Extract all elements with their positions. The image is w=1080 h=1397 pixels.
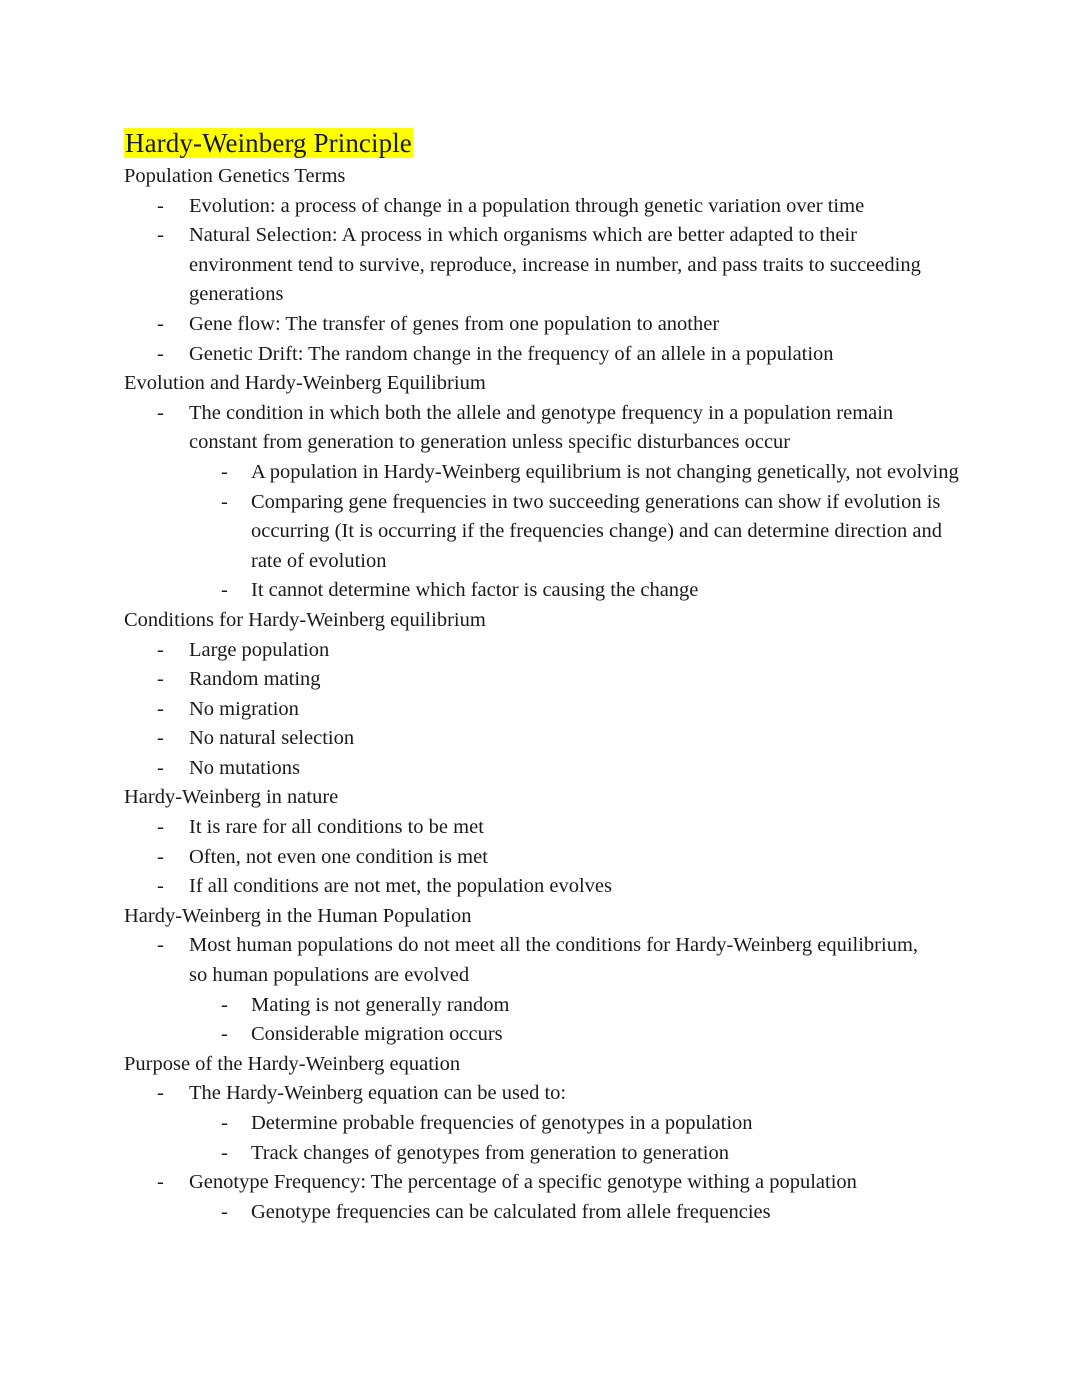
outline-body [124, 162, 970, 1227]
outline-bullet-label: Evolution: a process of change in a population through genetic variation over time [189, 194, 865, 217]
outline-bullet [124, 724, 970, 754]
bullet-dash-icon: - [157, 342, 164, 365]
bullet-dash-icon: - [221, 1023, 228, 1046]
outline-bullet [124, 192, 970, 222]
outline-bullet [124, 399, 970, 458]
outline-bullet-label: Most human populations do not meet all the conditions for Hardy-Weinberg equilibrium, so human populations are evolved [189, 934, 919, 987]
bullet-dash-icon: - [221, 1141, 228, 1164]
outline-bullet-label: Random mating [189, 668, 321, 691]
bullet-dash-icon: - [157, 638, 164, 661]
outline-bullet-label: The condition in which both the allele and genotype frequency in a population remain constant from generation to generation unless specific disturbances occur [189, 401, 894, 454]
outline-bullet-label: No migration [189, 697, 299, 720]
outline-bullet-label: It is rare for all conditions to be met [189, 816, 484, 839]
outline-bullet [124, 813, 970, 843]
outline-heading [124, 902, 970, 932]
outline-heading-label: Population Genetics Terms [124, 165, 346, 187]
outline-bullet [124, 665, 970, 695]
outline-heading-label: Evolution and Hardy-Weinberg Equilibrium [124, 372, 486, 395]
outline-heading-label: Hardy-Weinberg in the Human Population [124, 904, 472, 927]
outline-bullet-label: No natural selection [189, 727, 355, 750]
outline-bullet-label: Mating is not generally random [251, 993, 510, 1016]
bullet-dash-icon: - [221, 579, 228, 602]
bullet-dash-icon: - [157, 668, 164, 691]
outline-bullet [124, 991, 970, 1021]
outline-bullet [124, 872, 970, 902]
outline-bullet-label: Track changes of genotypes from generation to generation [251, 1141, 729, 1164]
outline-bullet [124, 843, 970, 873]
bullet-dash-icon: - [221, 490, 228, 513]
bullet-dash-icon: - [221, 993, 228, 1016]
outline-bullet [124, 1139, 970, 1169]
bullet-dash-icon: - [157, 875, 164, 898]
outline-bullet [124, 221, 970, 310]
outline-bullet-label: Determine probable frequencies of genotypes in a population [251, 1112, 753, 1134]
outline-bullet [124, 340, 970, 370]
bullet-dash-icon: - [157, 845, 164, 868]
outline-bullet [124, 310, 970, 340]
outline-bullet-label: Genotype Frequency: The percentage of a specific genotype withing a population [189, 1171, 857, 1194]
outline-bullet-label: No mutations [189, 756, 301, 779]
outline-bullet-label: Gene flow: The transfer of genes from one population to another [189, 312, 720, 335]
outline-heading [124, 369, 970, 399]
bullet-dash-icon: - [221, 1200, 228, 1223]
outline-bullet [124, 754, 970, 784]
outline-heading [124, 1050, 970, 1080]
outline-heading-label: Hardy-Weinberg in nature [124, 786, 339, 809]
outline-bullet [124, 1020, 970, 1050]
outline-bullet-label: Often, not even one condition is met [189, 845, 488, 868]
page-title [124, 126, 970, 160]
bullet-dash-icon: - [157, 1171, 164, 1194]
outline-bullet [124, 695, 970, 725]
outline-bullet-label: It cannot determine which factor is causing the change [251, 579, 699, 602]
outline-bullet [124, 458, 970, 488]
outline-bullet [124, 636, 970, 666]
outline-bullet-label: If all conditions are not met, the population evolves [189, 875, 612, 898]
outline-bullet [124, 1198, 970, 1228]
outline-bullet-label: A population in Hardy-Weinberg equilibrium is not changing genetically, not evolving [251, 460, 959, 483]
bullet-dash-icon: - [157, 1082, 164, 1105]
bullet-dash-icon: - [157, 224, 164, 247]
outline-bullet [124, 488, 970, 577]
bullet-dash-icon: - [157, 312, 164, 335]
outline-bullet [124, 1168, 970, 1198]
outline-bullet-label: Considerable migration occurs [251, 1023, 503, 1046]
outline-bullet-label: Genotype frequencies can be calculated from allele frequencies [251, 1200, 771, 1223]
outline-heading [124, 606, 970, 636]
bullet-dash-icon: - [157, 401, 164, 424]
outline-heading-label: Conditions for Hardy-Weinberg equilibrium [124, 608, 486, 631]
outline-bullet-label: The Hardy-Weinberg equation can be used to: [189, 1082, 567, 1105]
bullet-dash-icon: - [221, 1112, 228, 1134]
outline-bullet-label: Natural Selection: A process in which organisms which are better adapted to their environment tend to survive, reproduce, increase in number, and pass traits to succeeding generations [189, 224, 921, 306]
bullet-dash-icon: - [157, 756, 164, 779]
outline-bullet [124, 1109, 970, 1139]
bullet-dash-icon: - [157, 816, 164, 839]
bullet-dash-icon: - [157, 727, 164, 750]
outline-bullet-label: Comparing gene frequencies in two succeeding generations can show if evolution is occurring (It is occurring if the frequencies change) and can determine direction and rate of evolution [251, 490, 942, 572]
outline-bullet-label: Genetic Drift: The random change in the frequency of an allele in a population [189, 342, 834, 365]
outline-heading [124, 783, 970, 813]
bullet-dash-icon: - [157, 697, 164, 720]
outline-heading [124, 162, 970, 192]
outline-heading-label: Purpose of the Hardy-Weinberg equation [124, 1052, 461, 1075]
bullet-dash-icon: - [221, 460, 228, 483]
bullet-dash-icon: - [157, 934, 164, 957]
page-title-highlight: Hardy-Weinberg Principle [125, 128, 412, 158]
outline-bullet [124, 1079, 970, 1109]
outline-bullet [124, 931, 970, 990]
outline-bullet [124, 576, 970, 606]
outline-bullet-label: Large population [189, 638, 330, 661]
bullet-dash-icon: - [157, 194, 164, 217]
